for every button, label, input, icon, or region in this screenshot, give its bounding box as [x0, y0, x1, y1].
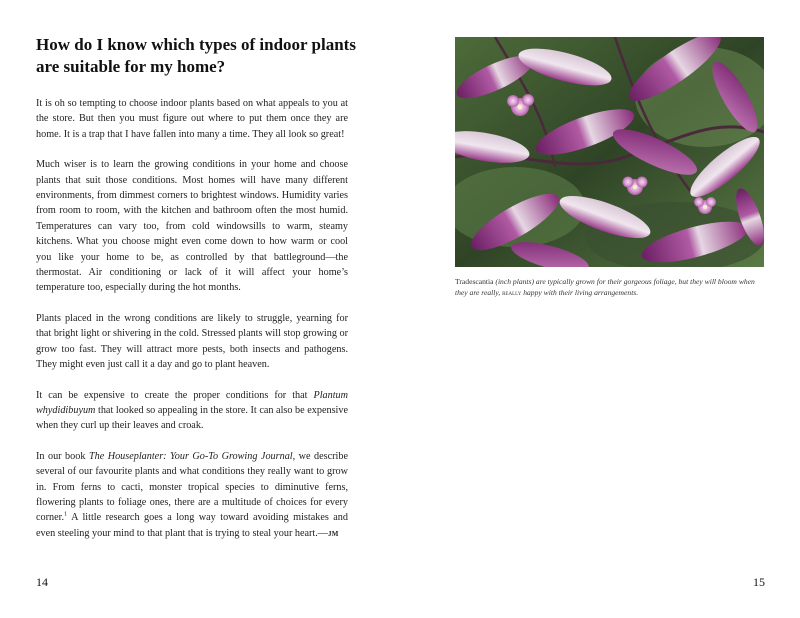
- tradescantia-photo: [455, 37, 764, 267]
- paragraph-5-text-a: In our book: [36, 450, 89, 462]
- footnote-marker: 1: [64, 510, 68, 518]
- paragraph-3: Plants placed in the wrong conditions are likely to struggle, yearning for that bright light or shivering in the cold. Stressed plants will stop growing or grow too fast. They will attract more pests, both insects and pathogens. They might even just call it a day and go to plant heaven.: [36, 312, 348, 371]
- page-number-left: 14: [36, 575, 48, 589]
- page-heading: How do I know which types of indoor plants are suitable for my home?: [36, 35, 356, 76]
- tradescantia-illustration: [455, 37, 764, 267]
- caption-italic-b: happy with their living arrangements.: [521, 288, 639, 297]
- paragraph-1: It is oh so tempting to choose indoor plants based on what appeals to you at the store. But then you must figure out where to put them once they are home. It is a trap that I have fallen into many a time. They all look so great!: [36, 98, 348, 140]
- paragraph-5-text-b: , we describe several of our favourite plants and what conditions they really want to grow in. From ferns to cacti, monster tropical species to diminutive ferns, flowering plants to foliage ones, there are a multitude of choices for every corner.: [36, 450, 348, 524]
- paragraph-4: [36, 388, 348, 434]
- paragraph-2: Much wiser is to learn the growing conditions in your home and choose plants that suit those conditions. Most homes will have many different environments, from dimmest corners to brightest windows. Humidity varies from room to room, with the kitchen and bathroom often the most humid. Temperatures can vary too, from cold windowsills to warm, steamy kitchens. What you choose might even come down to how warm or cool you like your home to be, as controlled by that battleground—the thermostat. Air conditioning or lack of it will affect your home’s temperature too, especially during the hot months.: [36, 159, 348, 294]
- paragraph-4-text-a: It can be expensive to create the proper conditions for that: [36, 389, 314, 401]
- right-page: [400, 0, 800, 618]
- caption-smallcaps: really: [502, 288, 522, 297]
- plant-name-italic: Plantum whydidibuyum: [36, 389, 348, 416]
- book-title-italic: The Houseplanter: Your Go-To Growing Journal: [88, 450, 293, 462]
- photo-caption: [455, 276, 767, 298]
- paragraph-5-text-c: A little research goes a long way toward avoiding mistakes and even steeling your mind to that plant that is trying to steal your heart.—: [36, 512, 348, 539]
- caption-italic-a: (inch plants) are typically grown for their gorgeous foliage, but they will bloom when they are really,: [455, 277, 755, 297]
- paragraph-4-text-b: that looked so appealing in the store. It can also be expensive when they curl up their leaves and croak.: [36, 404, 348, 432]
- author-initials: jm: [327, 527, 339, 539]
- article-body: [36, 96, 348, 556]
- paragraph-5: [36, 449, 348, 541]
- caption-plant-name: Tradescantia: [455, 277, 496, 286]
- page-number-right: 15: [753, 575, 765, 589]
